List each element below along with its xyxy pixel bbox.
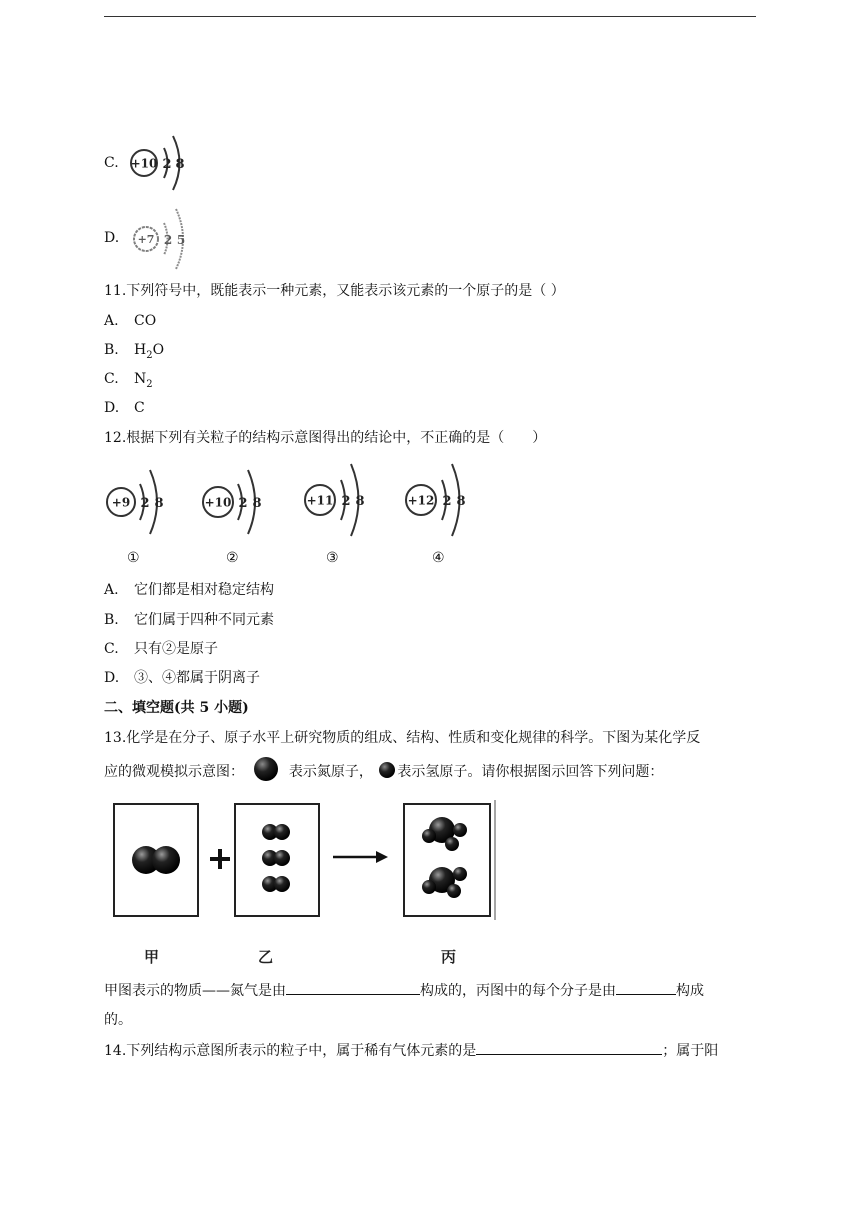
- caption-bing: 丙: [441, 948, 457, 966]
- shell-electrons: 2: [341, 494, 351, 509]
- shell-electrons: 2: [442, 494, 452, 509]
- q11-stem: 11.下列符号中，既能表示一种元素，又能表示该元素的一个原子的是（ ）: [104, 283, 565, 299]
- q10-option-c-label: C.: [104, 155, 119, 171]
- shell-electrons: 8: [154, 496, 164, 511]
- q12-diagram-4-label: ④: [432, 550, 445, 566]
- q12-option-d: D. ③、④都属于阴离子: [104, 670, 260, 686]
- shell-electrons: 8: [175, 157, 185, 172]
- hydrogen-atom-icon: [377, 760, 397, 780]
- q12-diagram-2-label: ②: [226, 550, 239, 566]
- q10-option-d-label: D.: [104, 230, 120, 246]
- answer-blank[interactable]: [616, 980, 676, 995]
- q11-option-d: D. C: [104, 400, 145, 416]
- q13-text-line1: 13.化学是在分子、原子水平上研究物质的组成、结构、性质和变化规律的科学。下图为某化学反: [104, 730, 701, 746]
- nucleus-charge: +10: [204, 495, 232, 510]
- answer-blank[interactable]: [476, 1040, 662, 1055]
- plus-sign: [210, 849, 230, 869]
- reaction-diagram: [104, 794, 504, 928]
- nucleus-charge: +10: [130, 156, 158, 171]
- q11-option-c: C. $N_2$: [104, 371, 153, 390]
- q12-stem: 12.根据下列有关粒子的结构示意图得出的结论中，不正确的是（ ）: [104, 430, 547, 446]
- caption-yi: 乙: [258, 948, 274, 966]
- reaction-arrow: [333, 851, 388, 863]
- q13-fill-line2: 的。: [104, 1012, 132, 1028]
- nucleus-charge: +11: [306, 493, 334, 508]
- q10-option-c-diagram: [128, 128, 198, 194]
- shell-electrons: 8: [252, 496, 262, 511]
- q12-option-b: B. 它们属于四种不同元素: [104, 612, 274, 628]
- q12-diagram-2: [200, 464, 270, 536]
- shell-electrons: 2: [140, 496, 150, 511]
- nucleus-charge: +9: [111, 495, 131, 510]
- q10-option-d-diagram: [128, 203, 198, 271]
- q12-diagram-3: [301, 460, 373, 536]
- q11-option-b: B. $H_2O$: [104, 342, 165, 361]
- shell-electrons: 2: [163, 233, 173, 247]
- section-heading: 二、填空题(共 5 小题): [104, 700, 249, 716]
- shell-electrons: 5: [176, 233, 186, 247]
- q13-fill-line: 甲图表示的物质——氮气是由 构成的，丙图中的每个分子是由 构成: [104, 980, 704, 1001]
- nucleus-charge: +12: [407, 493, 435, 508]
- q12-option-a: A. 它们都是相对稳定结构: [104, 582, 274, 598]
- caption-jia: 甲: [144, 948, 160, 966]
- q12-diagram-1-label: ①: [127, 550, 140, 566]
- shell-electrons: 8: [355, 494, 365, 509]
- q14-text: 14.下列结构示意图所表示的粒子中，属于稀有气体元素的是 ；属于阳: [104, 1040, 718, 1061]
- q12-diagram-4: [402, 460, 474, 536]
- q11-option-a: A. CO: [104, 313, 157, 329]
- q12-diagram-3-label: ③: [326, 550, 339, 566]
- shell-electrons: 8: [456, 494, 466, 509]
- hydrogen-molecules: [262, 824, 290, 892]
- answer-blank[interactable]: [286, 980, 420, 995]
- q12-diagram-1: [104, 464, 174, 536]
- nucleus-charge: +7: [137, 233, 155, 246]
- q12-option-c: C. 只有②是原子: [104, 641, 218, 657]
- nitrogen-atom-icon: [250, 756, 282, 782]
- header-rule: [104, 16, 756, 17]
- shell-electrons: 2: [238, 496, 248, 511]
- shell-electrons: 2: [162, 157, 172, 172]
- q13-text-line2: 应的微观模拟示意图： 表示氮原子， 表示氢原子。请你根据图示回答下列问题：: [104, 762, 663, 782]
